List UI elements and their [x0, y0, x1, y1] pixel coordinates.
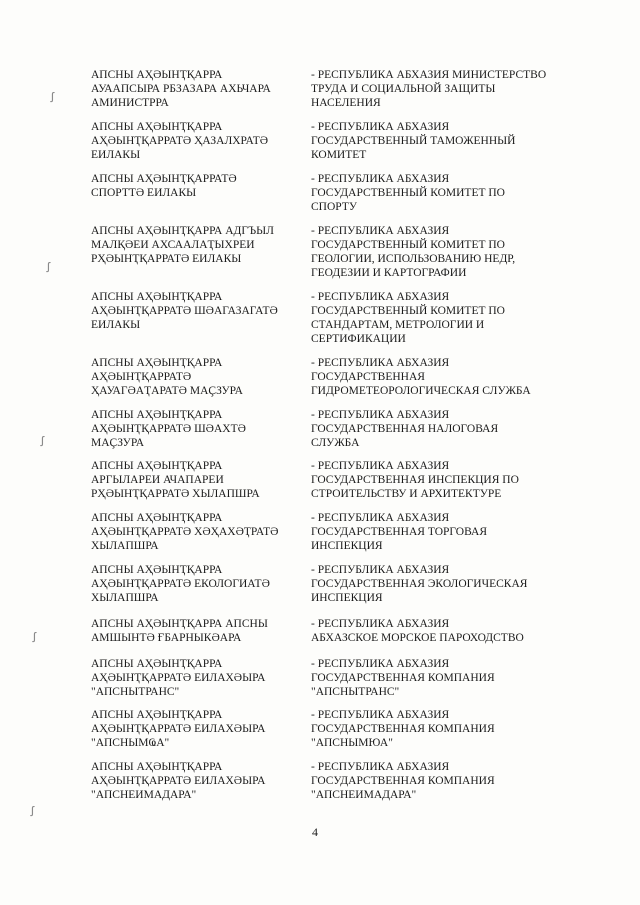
- text-line: АПСНЫ АҲӘЫНҬҚАРРА: [91, 121, 223, 133]
- text-line: АПСНЫ АҲӘЫНҬҚАРРА: [91, 658, 223, 670]
- text-line: - РЕСПУБЛИКА АБХАЗИЯ: [311, 658, 450, 670]
- text-line: "АПСНЕИМАДАРА": [311, 789, 417, 801]
- text-line: АҲӘЫНҬҚАРРАТӘ ЕИЛАХӘЫРА: [91, 672, 266, 684]
- text-line: - РЕСПУБЛИКА АБХАЗИЯ: [311, 709, 450, 721]
- text-line: ТРУДА И СОЦИАЛЬНОЙ ЗАЩИТЫ: [311, 83, 496, 95]
- text-line: СЕРТИФИКАЦИИ: [311, 333, 406, 345]
- text-line: - РЕСПУБЛИКА АБХАЗИЯ: [311, 512, 450, 524]
- text-line: АҲӘЫНҬҚАРРАТӘ: [91, 371, 192, 383]
- text-line: - РЕСПУБЛИКА АБХАЗИЯ: [311, 291, 450, 303]
- text-line: - РЕСПУБЛИКА АБХАЗИЯ: [311, 564, 450, 576]
- text-line: АПСНЫ АҲӘЫНҬҚАРРА АПСНЫ: [91, 618, 268, 630]
- entry-abkhaz-name: [91, 224, 299, 266]
- page-number: 4: [312, 825, 318, 839]
- entry-russian-name: [311, 224, 591, 280]
- entry-abkhaz-name: [91, 760, 299, 802]
- entry-russian-name: [311, 172, 591, 214]
- text-line: "АПСНЫМҨА": [91, 737, 170, 749]
- text-line: СТРОИТЕЛЬСТВУ И АРХИТЕКТУРЕ: [311, 488, 502, 500]
- text-line: МАЛҚӘЕИ АХСААЛАҬЫХРЕИ: [91, 239, 255, 251]
- entry-abkhaz-name: [91, 459, 299, 501]
- text-line: АПСНЫ АҲӘЫНҬҚАРРА: [91, 357, 223, 369]
- text-line: АМИНИСТРРА: [91, 97, 169, 109]
- entry-abkhaz-name: [91, 172, 299, 200]
- text-line: АУААПСЫРА РБЗАЗАРА АХЬЧАРА: [91, 83, 271, 95]
- text-line: АҲӘЫНҬҚАРРАТӘ ЕИЛАХӘЫРА: [91, 775, 266, 787]
- text-line: ГОСУДАРСТВЕННЫЙ ТАМОЖЕННЫЙ: [311, 135, 516, 147]
- text-line: АПСНЫ АҲӘЫНҬҚАРРА АДГЪЫЛ: [91, 225, 274, 237]
- text-line: ГОСУДАРСТВЕННЫЙ КОМИТЕТ ПО: [311, 305, 505, 317]
- scan-speck-mark: ꭍ: [46, 260, 51, 275]
- text-line: ИНСПЕКЦИЯ: [311, 592, 383, 604]
- text-line: АПСНЫ АҲӘЫНҬҚАРРА: [91, 761, 223, 773]
- text-line: АҲӘЫНҬҚАРРАТӘ ЕИЛАХӘЫРА: [91, 723, 266, 735]
- text-line: СПОРТУ: [311, 201, 357, 213]
- text-line: СТАНДАРТАМ, МЕТРОЛОГИИ И: [311, 319, 485, 331]
- text-line: АҲӘЫНҬҚАРРАТӘ ҲАЗАЛХРАТӘ: [91, 135, 269, 147]
- entry-abkhaz-name: [91, 617, 299, 645]
- text-line: - РЕСПУБЛИКА АБХАЗИЯ: [311, 121, 450, 133]
- entry-russian-name: [311, 290, 591, 346]
- entry-russian-name: [311, 68, 591, 110]
- text-line: ГОСУДАРСТВЕННАЯ КОМПАНИЯ: [311, 775, 495, 787]
- text-line: ГОСУДАРСТВЕННАЯ ИНСПЕКЦИЯ ПО: [311, 474, 519, 486]
- text-line: ГОСУДАРСТВЕННАЯ КОМПАНИЯ: [311, 672, 495, 684]
- entry-abkhaz-name: [91, 408, 299, 450]
- entry-abkhaz-name: [91, 511, 299, 553]
- text-line: ХЫЛАПШРА: [91, 592, 159, 604]
- scan-speck-mark: ꭍ: [32, 630, 37, 645]
- text-line: АПСНЫ АҲӘЫНҬҚАРРА: [91, 409, 223, 421]
- entry-russian-name: [311, 708, 591, 750]
- entry-abkhaz-name: [91, 708, 299, 750]
- entry-russian-name: [311, 459, 591, 501]
- text-line: ГЕОЛОГИИ, ИСПОЛЬЗОВАНИЮ НЕДР,: [311, 253, 516, 265]
- text-line: ИНСПЕКЦИЯ: [311, 540, 383, 552]
- entry-abkhaz-name: [91, 120, 299, 162]
- text-line: "АПСНЫТРАНС": [91, 686, 180, 698]
- text-line: - РЕСПУБЛИКА АБХАЗИЯ: [311, 409, 450, 421]
- text-line: - РЕСПУБЛИКА АБХАЗИЯ: [311, 173, 450, 185]
- entry-russian-name: [311, 617, 591, 645]
- text-line: АПСНЫ АҲӘЫНҬҚАРРА: [91, 512, 223, 524]
- text-line: АБХАЗСКОЕ МОРСКОЕ ПАРОХОДСТВО: [311, 632, 524, 644]
- text-line: ГОСУДАРСТВЕННАЯ КОМПАНИЯ: [311, 723, 495, 735]
- entry-russian-name: [311, 760, 591, 802]
- text-line: ГОСУДАРСТВЕННЫЙ КОМИТЕТ ПО: [311, 239, 505, 251]
- text-line: "АПСНЕИМАДАРА": [91, 789, 197, 801]
- text-line: АПСНЫ АҲӘЫНҬҚАРРА: [91, 460, 223, 472]
- scan-speck-mark: ꭍ: [40, 434, 45, 449]
- text-line: АҲӘЫНҬҚАРРАТӘ ШӘАГАЗАГАТӘ: [91, 305, 278, 317]
- text-line: РҲӘЫНҬҚАРРАТӘ ХЫЛАПШРА: [91, 488, 260, 500]
- text-line: - РЕСПУБЛИКА АБХАЗИЯ МИНИСТЕРСТВО: [311, 69, 547, 81]
- text-line: СЛУЖБА: [311, 437, 360, 449]
- text-line: АПСНЫ АҲӘЫНҬҚАРРАТӘ: [91, 173, 237, 185]
- text-line: "АПСНЫТРАНС": [311, 686, 400, 698]
- text-line: - РЕСПУБЛИКА АБХАЗИЯ: [311, 761, 450, 773]
- text-line: АҲӘЫНҬҚАРРАТӘ ШӘАХТӘ: [91, 423, 246, 435]
- entry-russian-name: [311, 657, 591, 699]
- text-line: - РЕСПУБЛИКА АБХАЗИЯ: [311, 225, 450, 237]
- entry-russian-name: [311, 563, 591, 605]
- text-line: - РЕСПУБЛИКА АБХАЗИЯ: [311, 618, 450, 630]
- scan-speck-mark: ꭍ: [30, 804, 35, 819]
- text-line: ХЫЛАПШРА: [91, 540, 159, 552]
- text-line: АҲӘЫНҬҚАРРАТӘ ЕКОЛОГИАТӘ: [91, 578, 270, 590]
- entry-russian-name: [311, 408, 591, 450]
- entry-abkhaz-name: [91, 657, 299, 699]
- text-line: АПСНЫ АҲӘЫНҬҚАРРА: [91, 291, 223, 303]
- text-line: АПСНЫ АҲӘЫНҬҚАРРА: [91, 564, 223, 576]
- text-line: МАҪЗУРА: [91, 437, 145, 449]
- text-line: ГОСУДАРСТВЕННАЯ ЭКОЛОГИЧЕСКАЯ: [311, 578, 528, 590]
- entry-abkhaz-name: [91, 290, 299, 332]
- text-line: "АПСНЫМЮА": [311, 737, 393, 749]
- text-line: АРГЫЛАРЕИ АЧАПАРЕИ: [91, 474, 224, 486]
- text-line: ГЕОДЕЗИИ И КАРТОГРАФИИ: [311, 267, 467, 279]
- entry-abkhaz-name: [91, 356, 299, 398]
- text-line: ЕИЛАКЫ: [91, 319, 141, 331]
- text-line: ГОСУДАРСТВЕННЫЙ КОМИТЕТ ПО: [311, 187, 505, 199]
- text-line: ГОСУДАРСТВЕННАЯ ТОРГОВАЯ: [311, 526, 488, 538]
- entry-russian-name: [311, 511, 591, 553]
- entry-russian-name: [311, 120, 591, 162]
- scan-speck-mark: ꭍ: [50, 90, 55, 105]
- entry-abkhaz-name: [91, 68, 299, 110]
- text-line: АМШЫНТӘ ҒБАРНЫКӘАРА: [91, 632, 242, 644]
- text-line: ЕИЛАКЫ: [91, 149, 141, 161]
- text-line: НАСЕЛЕНИЯ: [311, 97, 381, 109]
- text-line: ГОСУДАРСТВЕННАЯ НАЛОГОВАЯ: [311, 423, 499, 435]
- entry-abkhaz-name: [91, 563, 299, 605]
- text-line: АПСНЫ АҲӘЫНҬҚАРРА: [91, 709, 223, 721]
- text-line: - РЕСПУБЛИКА АБХАЗИЯ: [311, 460, 450, 472]
- text-line: ГОСУДАРСТВЕННАЯ: [311, 371, 425, 383]
- text-line: СПОРТТӘ ЕИЛАКЫ: [91, 187, 197, 199]
- text-line: КОМИТЕТ: [311, 149, 367, 161]
- text-line: ГИДРОМЕТЕОРОЛОГИЧЕСКАЯ СЛУЖБА: [311, 385, 531, 397]
- text-line: РҲӘЫНҬҚАРРАТӘ ЕИЛАКЫ: [91, 253, 242, 265]
- entry-russian-name: [311, 356, 591, 398]
- text-line: - РЕСПУБЛИКА АБХАЗИЯ: [311, 357, 450, 369]
- text-line: ҲАУАГӘАҬАРАТӘ МАҪЗУРА: [91, 385, 243, 397]
- text-line: АПСНЫ АҲӘЫНҬҚАРРА: [91, 69, 223, 81]
- text-line: АҲӘЫНҬҚАРРАТӘ ХӘҲАХӘҬРАТӘ: [91, 526, 279, 538]
